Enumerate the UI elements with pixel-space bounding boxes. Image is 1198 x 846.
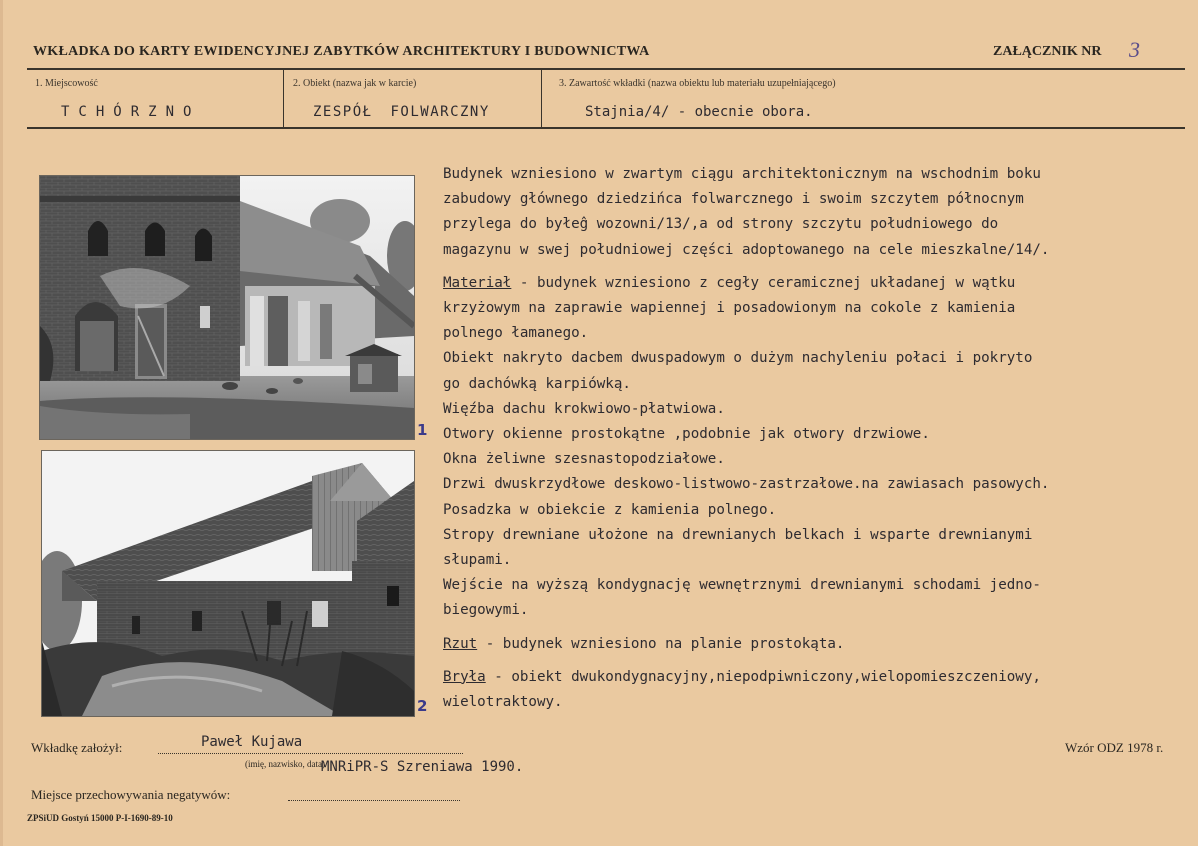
card-title: WKŁADKA DO KARTY EWIDENCYJNEJ ZABYTKÓW ARCHITEKTURY I BUDOWNICTWA [33, 44, 650, 59]
annex-number: 3 [1129, 37, 1140, 62]
author-value: Paweł Kujawa [201, 734, 303, 750]
author-sub-label: (imię, nazwisko, data) [245, 759, 325, 769]
intro-line: Budynek wzniesiono w zwartym ciągu architektonicznym na wschodnim boku [443, 166, 1041, 182]
material-line: Otwory okienne prostokątne ,podobnie jak otwory drzwiowe. [443, 426, 930, 443]
author-dotted-line [158, 753, 463, 754]
material-line: krzyżowym na zaprawie wapiennej i posadowionym na cokole z kamienia [443, 300, 1016, 317]
institution-value: MNRiPR-S Szreniawa 1990. [321, 759, 524, 775]
mass-rest: - obiekt dwukondygnacyjny,niepodpiwniczony,wielopomieszczeniowy, [485, 668, 1041, 685]
header-divider-1 [283, 70, 284, 128]
plan-rest: - budynek wzniesiono na planie prostokąta. [477, 635, 845, 652]
material-line: Obiekt nakryto dacbem dwuspadowym o dużym nachyleniu połaci i pokryto [443, 350, 1033, 367]
mass-line [443, 665, 1183, 690]
photo-2-number: 2 [417, 697, 428, 715]
material-line: Drzwi dwuskrzydłowe deskowo-listwowo-zastrzałowe.na zawiasach pasowych. [443, 476, 1050, 493]
photo-barn-image [42, 451, 414, 716]
material-heading: Materiał [443, 274, 512, 291]
content-value: Stajnia/4/ - obecnie obora. [585, 104, 813, 120]
header-rule-top [27, 68, 1185, 70]
header-rule-bottom [27, 127, 1185, 129]
template-note: Wzór ODZ 1978 r. [1065, 740, 1164, 755]
object-value: ZESPÓŁ FOLWARCZNY [313, 104, 490, 120]
locality-value: TCHÓRZNO [61, 104, 201, 120]
intro-line: magazynu w swej południowej części adoptowanego na cele mieszkalne/14/. [443, 241, 1050, 258]
material-line-rest: - budynek wzniesiono z cegły ceramicznej układanej w wątku [511, 274, 1016, 291]
mass-heading: Bryła [443, 668, 486, 685]
header-divider-2 [541, 70, 542, 128]
photo-courtyard-image [40, 176, 414, 439]
author-label: Wkładkę założył: [31, 740, 123, 755]
description-text [443, 162, 1183, 715]
material-line: słupami. [443, 552, 512, 569]
negatives-label: Miejsce przechowywania negatywów: [31, 787, 231, 802]
negatives-dotted-line [288, 800, 460, 801]
mass-line-2: wielotraktowy. [443, 694, 563, 711]
content-label: 3. Zawartość wkładki (nazwa obiektu lub materiału uzupełniającego) [559, 78, 836, 89]
material-line: Stropy drewniane ułożone na drewnianych belkach i wsparte drewnianymi [443, 526, 1033, 543]
material-line: polnego łamanego. [443, 325, 589, 342]
material-line: biegowymi. [443, 602, 529, 619]
photo-courtyard [39, 175, 415, 440]
material-line: Okna żeliwne szesnastopodziałowe. [443, 451, 725, 468]
material-line: Posadzka w obiekcie z kamienia polnego. [443, 501, 777, 518]
photo-1-number: 1 [417, 421, 428, 439]
material-line: Więźba dachu krokwiowo-płatwiowa. [443, 400, 725, 417]
intro-line: przylega do byłeĝ wozowni/13/,a od strony szczytu południowego do [443, 216, 999, 233]
plan-line [443, 632, 1183, 657]
plan-heading: Rzut [443, 635, 478, 652]
intro-line: zabudowy głównego dziedzińca folwarcznego i swoim szczytem północnym [443, 191, 1024, 208]
locality-label: 1. Miejscowość [35, 78, 98, 89]
print-info: ZPSiUD Gostyń 15000 P-I-1690-89-10 [27, 813, 173, 823]
material-line: go dachówką karpiówką. [443, 375, 631, 392]
material-line: Wejście na wyższą kondygnację wewnętrznymi drewnianymi schodami jedno- [443, 577, 1041, 594]
annex-label: ZAŁĄCZNIK NR [993, 44, 1102, 59]
object-label: 2. Obiekt (nazwa jak w karcie) [293, 78, 417, 89]
photo-barn [41, 450, 415, 717]
material-first-line [443, 271, 1183, 296]
